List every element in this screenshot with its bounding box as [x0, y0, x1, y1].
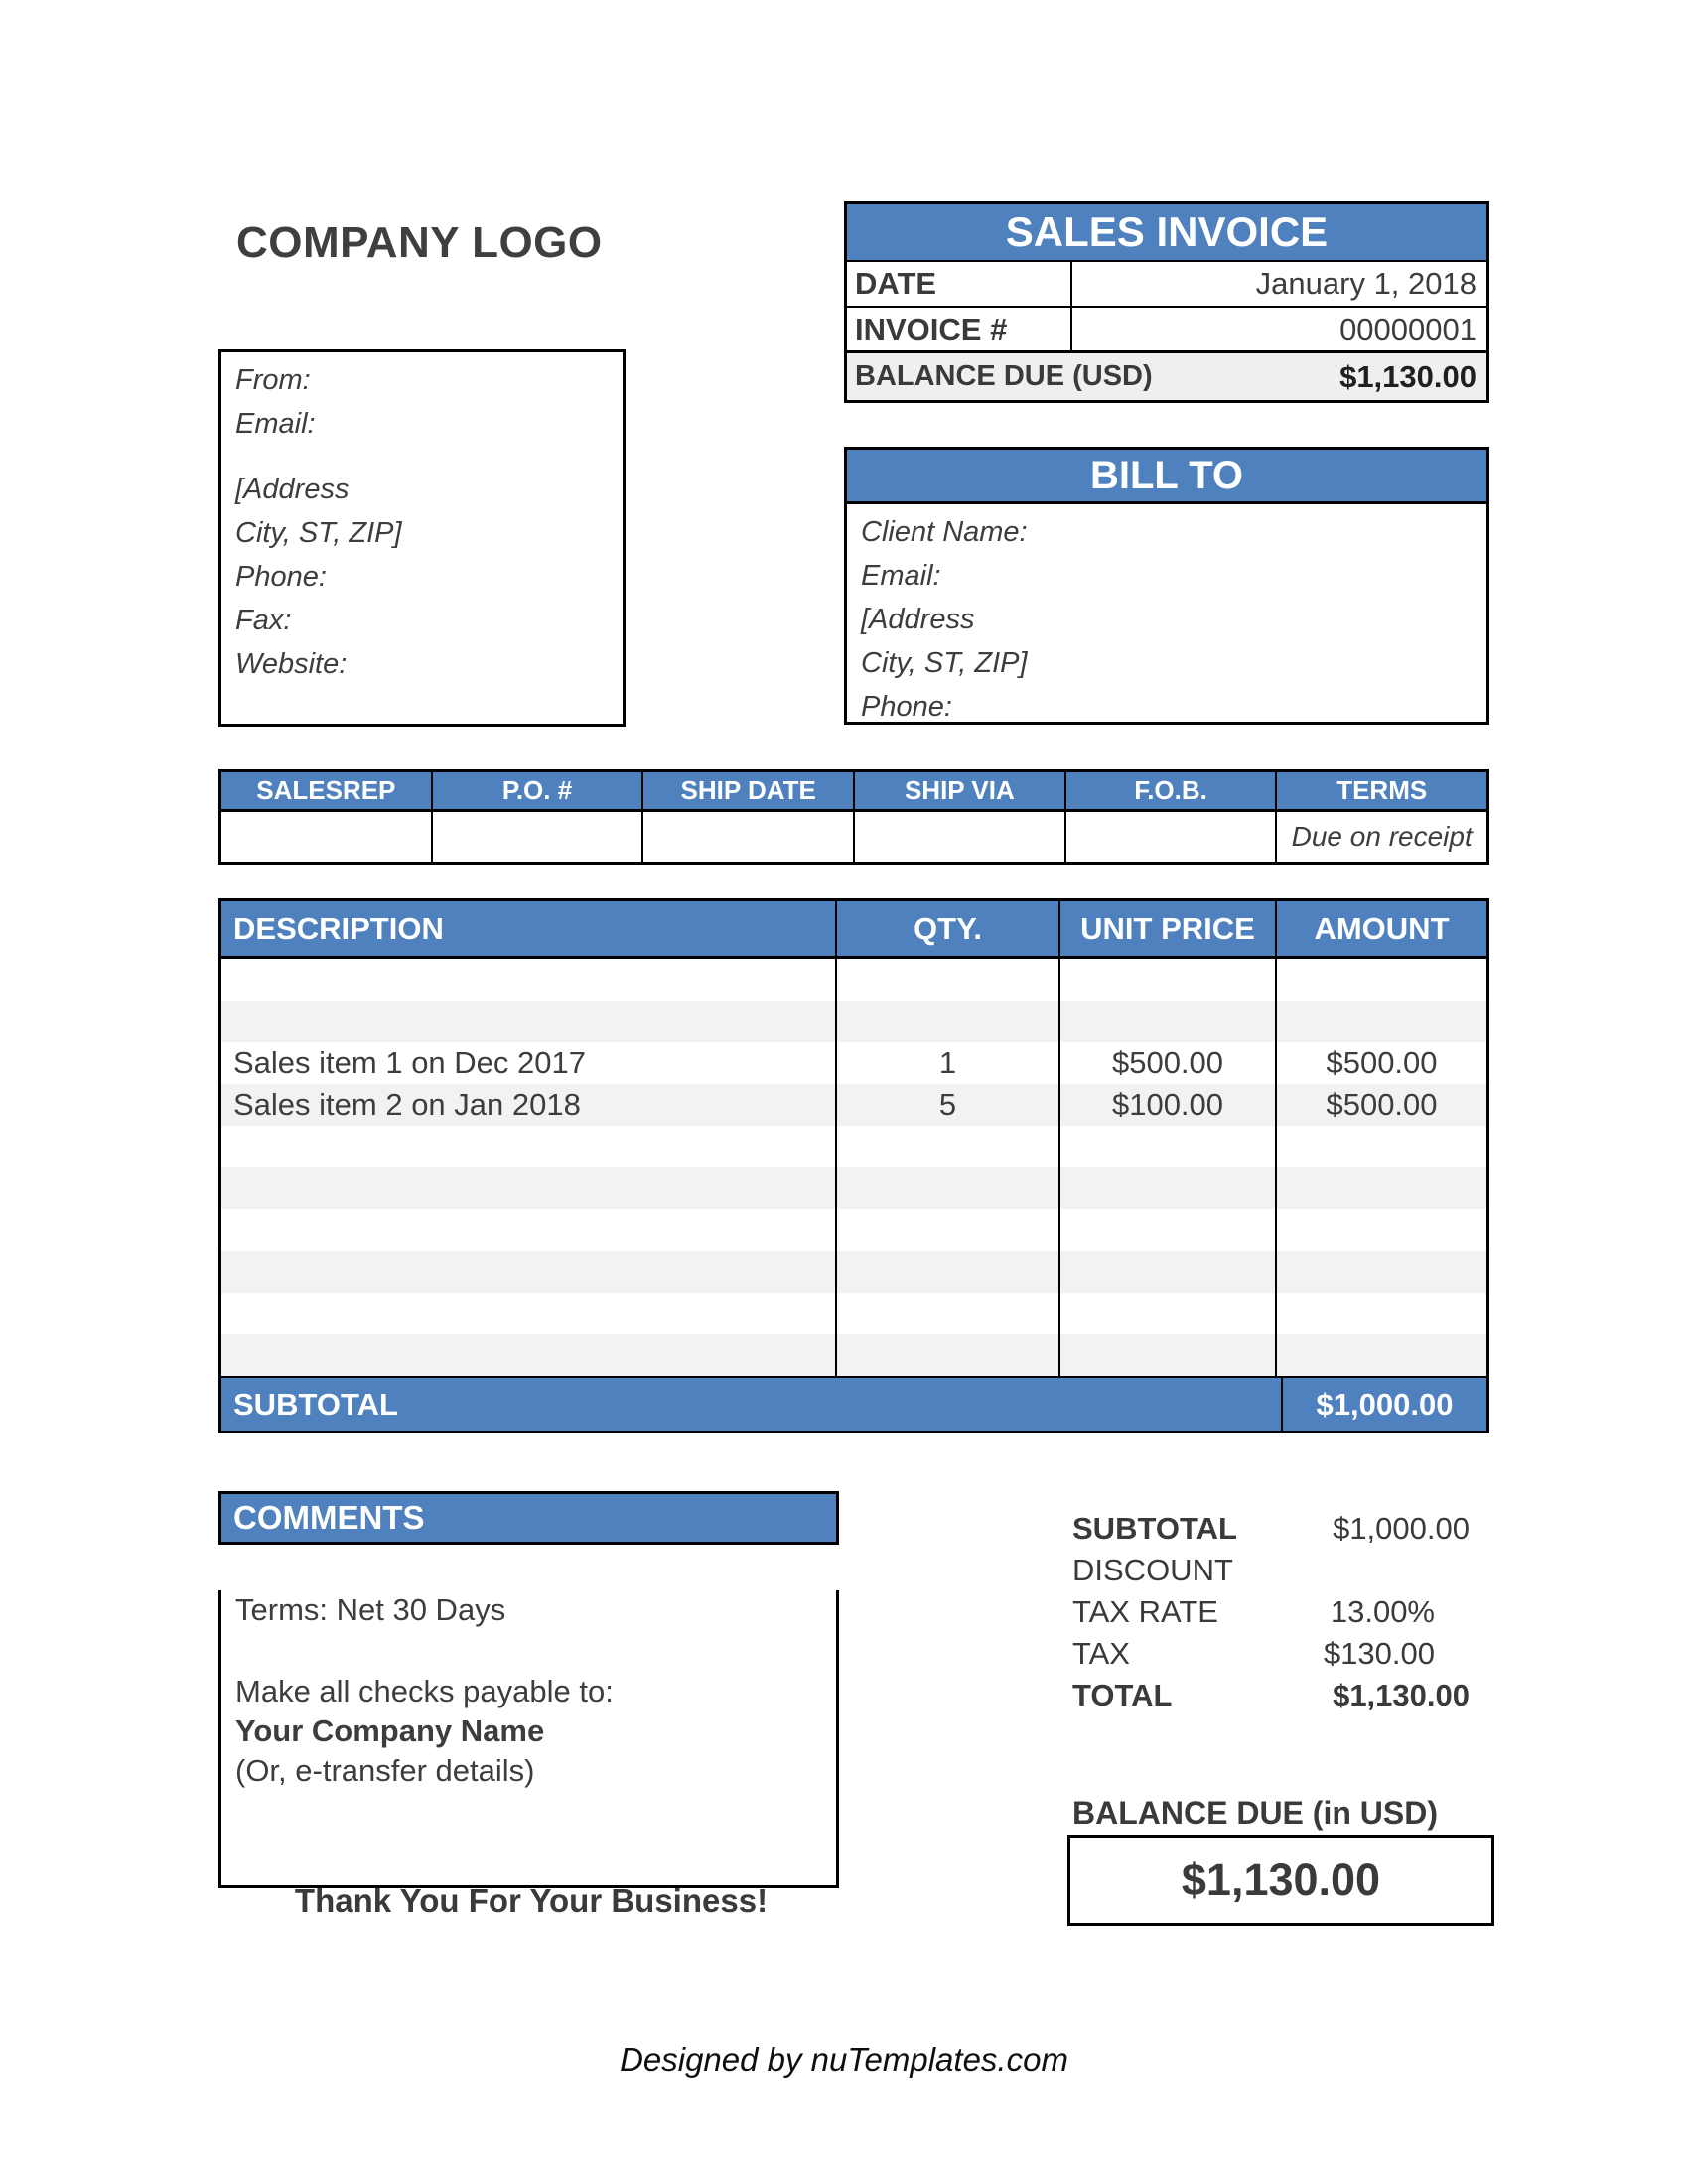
item-unit-price [1060, 959, 1277, 1001]
salesrep-header: SALESREP [221, 772, 433, 809]
ship-via-value [855, 812, 1066, 862]
item-qty [837, 1251, 1060, 1293]
comments-header: COMMENTS [218, 1491, 839, 1545]
date-value: January 1, 2018 [1255, 266, 1477, 301]
invoice-header-table [844, 201, 1489, 403]
item-amount [1277, 1293, 1486, 1334]
item-unit-price [1060, 1001, 1277, 1042]
item-description [221, 1251, 837, 1293]
item-amount: $500.00 [1326, 1045, 1438, 1080]
totals-tax-rate-row [1072, 1591, 1470, 1633]
from-line: From: [235, 363, 311, 396]
item-amount [1277, 1209, 1486, 1251]
item-row [221, 1126, 1486, 1167]
ship-via-header: SHIP VIA [855, 772, 1066, 809]
fob-header: F.O.B. [1066, 772, 1278, 809]
comments-etransfer-line: (Or, e-transfer details) [235, 1753, 535, 1788]
shipping-values-row [221, 812, 1486, 862]
totals-total-label: TOTAL [1072, 1678, 1173, 1712]
item-row [221, 1042, 1486, 1084]
description-header: DESCRIPTION [221, 901, 837, 956]
bill-to-line: City, ST, ZIP] [861, 646, 1028, 679]
totals-total-value: $1,130.00 [1333, 1678, 1470, 1712]
totals-discount-label: DISCOUNT [1072, 1553, 1233, 1587]
fob-value [1066, 812, 1278, 862]
item-row [221, 1001, 1486, 1042]
balance-due-amount: $1,130.00 [1181, 1854, 1381, 1905]
from-line: [Address [235, 473, 350, 505]
bill-to-line: [Address [861, 603, 975, 635]
unit-price-header: UNIT PRICE [1060, 901, 1277, 956]
item-unit-price [1060, 1126, 1277, 1167]
item-description [221, 1167, 837, 1209]
designer-credit: Designed by nuTemplates.com [620, 2041, 1068, 2078]
line-items-table [218, 898, 1489, 1433]
thank-you-note: Thank You For Your Business! [294, 1882, 769, 1919]
date-label: DATE [847, 262, 1072, 306]
from-box [218, 349, 626, 727]
ship-date-header: SHIP DATE [643, 772, 855, 809]
invoice-number-label: INVOICE # [847, 308, 1072, 350]
bill-to-box [844, 447, 1489, 725]
comments-company-name: Your Company Name [235, 1713, 545, 1748]
from-line: Email: [235, 407, 316, 440]
item-qty: 5 [837, 1084, 1060, 1126]
item-row [221, 1293, 1486, 1334]
item-qty: 1 [837, 1042, 1060, 1084]
item-unit-price [1060, 1251, 1277, 1293]
item-description [221, 1126, 837, 1167]
company-logo: COMPANY LOGO [236, 218, 603, 267]
shipping-header-row [221, 772, 1486, 812]
item-description [221, 1001, 837, 1042]
item-qty [837, 1293, 1060, 1334]
item-amount [1277, 1167, 1486, 1209]
totals-tax-rate-label: TAX RATE [1072, 1594, 1218, 1629]
from-line: Fax: [235, 604, 292, 636]
item-unit-price: $500.00 [1060, 1042, 1277, 1084]
item-unit-price [1060, 1167, 1277, 1209]
salesrep-value [221, 812, 433, 862]
item-unit-price [1060, 1293, 1277, 1334]
totals-discount-row [1072, 1550, 1470, 1591]
terms-header: TERMS [1336, 775, 1428, 805]
item-row [221, 959, 1486, 1001]
item-unit-price: $100.00 [1060, 1084, 1277, 1126]
item-row [221, 1084, 1486, 1126]
totals-tax-rate-value: 13.00% [1330, 1594, 1435, 1629]
item-amount: $500.00 [1326, 1087, 1438, 1122]
totals-total-row [1072, 1675, 1470, 1716]
po-number-value [433, 812, 644, 862]
item-description: Sales item 1 on Dec 2017 [221, 1042, 837, 1084]
item-qty [837, 1126, 1060, 1167]
item-qty [837, 1334, 1060, 1376]
from-line: City, ST, ZIP] [235, 516, 402, 549]
bill-to-line: Phone: [861, 690, 952, 723]
qty-header: QTY. [837, 901, 1060, 956]
comments-body [218, 1590, 839, 1888]
invoice-number-row [847, 308, 1486, 353]
amount-header: AMOUNT [1314, 910, 1450, 946]
shipping-info-table [218, 769, 1489, 865]
item-row [221, 1167, 1486, 1209]
item-qty [837, 1209, 1060, 1251]
item-description: Sales item 2 on Jan 2018 [221, 1084, 837, 1126]
from-line: Website: [235, 647, 348, 680]
invoice-number-value: 00000001 [1339, 311, 1477, 346]
balance-due-label: BALANCE DUE (in USD) [1072, 1795, 1438, 1831]
item-qty [837, 1167, 1060, 1209]
totals-subtotal-value: $1,000.00 [1333, 1511, 1470, 1546]
item-description [221, 1293, 837, 1334]
items-header-row [221, 901, 1486, 959]
ship-date-value [643, 812, 855, 862]
date-row [847, 262, 1486, 308]
item-amount [1277, 1334, 1486, 1376]
comments-terms-line: Terms: Net 30 Days [235, 1592, 506, 1627]
balance-due-usd-value: $1,130.00 [1339, 358, 1477, 394]
bill-to-body [844, 504, 1489, 725]
subtotal-row [221, 1376, 1486, 1431]
bill-to-line: Email: [861, 559, 941, 592]
totals-subtotal-row [1072, 1508, 1470, 1550]
item-unit-price [1060, 1209, 1277, 1251]
comments-box [218, 1491, 839, 1888]
po-number-header: P.O. # [433, 772, 644, 809]
item-row [221, 1209, 1486, 1251]
item-qty [837, 959, 1060, 1001]
item-unit-price [1060, 1334, 1277, 1376]
totals-tax-label: TAX [1072, 1636, 1130, 1671]
bill-to-header: BILL TO [844, 447, 1489, 504]
item-amount [1277, 959, 1486, 1001]
bill-to-line: Client Name: [861, 515, 1028, 548]
terms-value: Due on receipt [1291, 821, 1473, 852]
balance-due-box [1067, 1835, 1494, 1926]
item-amount [1277, 1001, 1486, 1042]
comments-payable-line: Make all checks payable to: [235, 1674, 614, 1708]
subtotal-label: SUBTOTAL [221, 1378, 1283, 1431]
invoice-title: SALES INVOICE [847, 204, 1486, 262]
item-description [221, 959, 837, 1001]
item-description [221, 1209, 837, 1251]
balance-due-usd-label: BALANCE DUE (USD) [855, 360, 1153, 392]
totals-subtotal-label: SUBTOTAL [1072, 1511, 1237, 1546]
item-row [221, 1334, 1486, 1376]
item-row [221, 1251, 1486, 1293]
item-qty [837, 1001, 1060, 1042]
subtotal-value: $1,000.00 [1316, 1386, 1454, 1422]
balance-due-usd-row [847, 353, 1486, 400]
item-amount [1277, 1251, 1486, 1293]
totals-summary [1072, 1508, 1470, 1716]
totals-tax-value: $130.00 [1323, 1636, 1435, 1671]
item-description [221, 1334, 837, 1376]
from-line: Phone: [235, 560, 327, 593]
totals-tax-row [1072, 1633, 1470, 1675]
item-amount [1277, 1126, 1486, 1167]
